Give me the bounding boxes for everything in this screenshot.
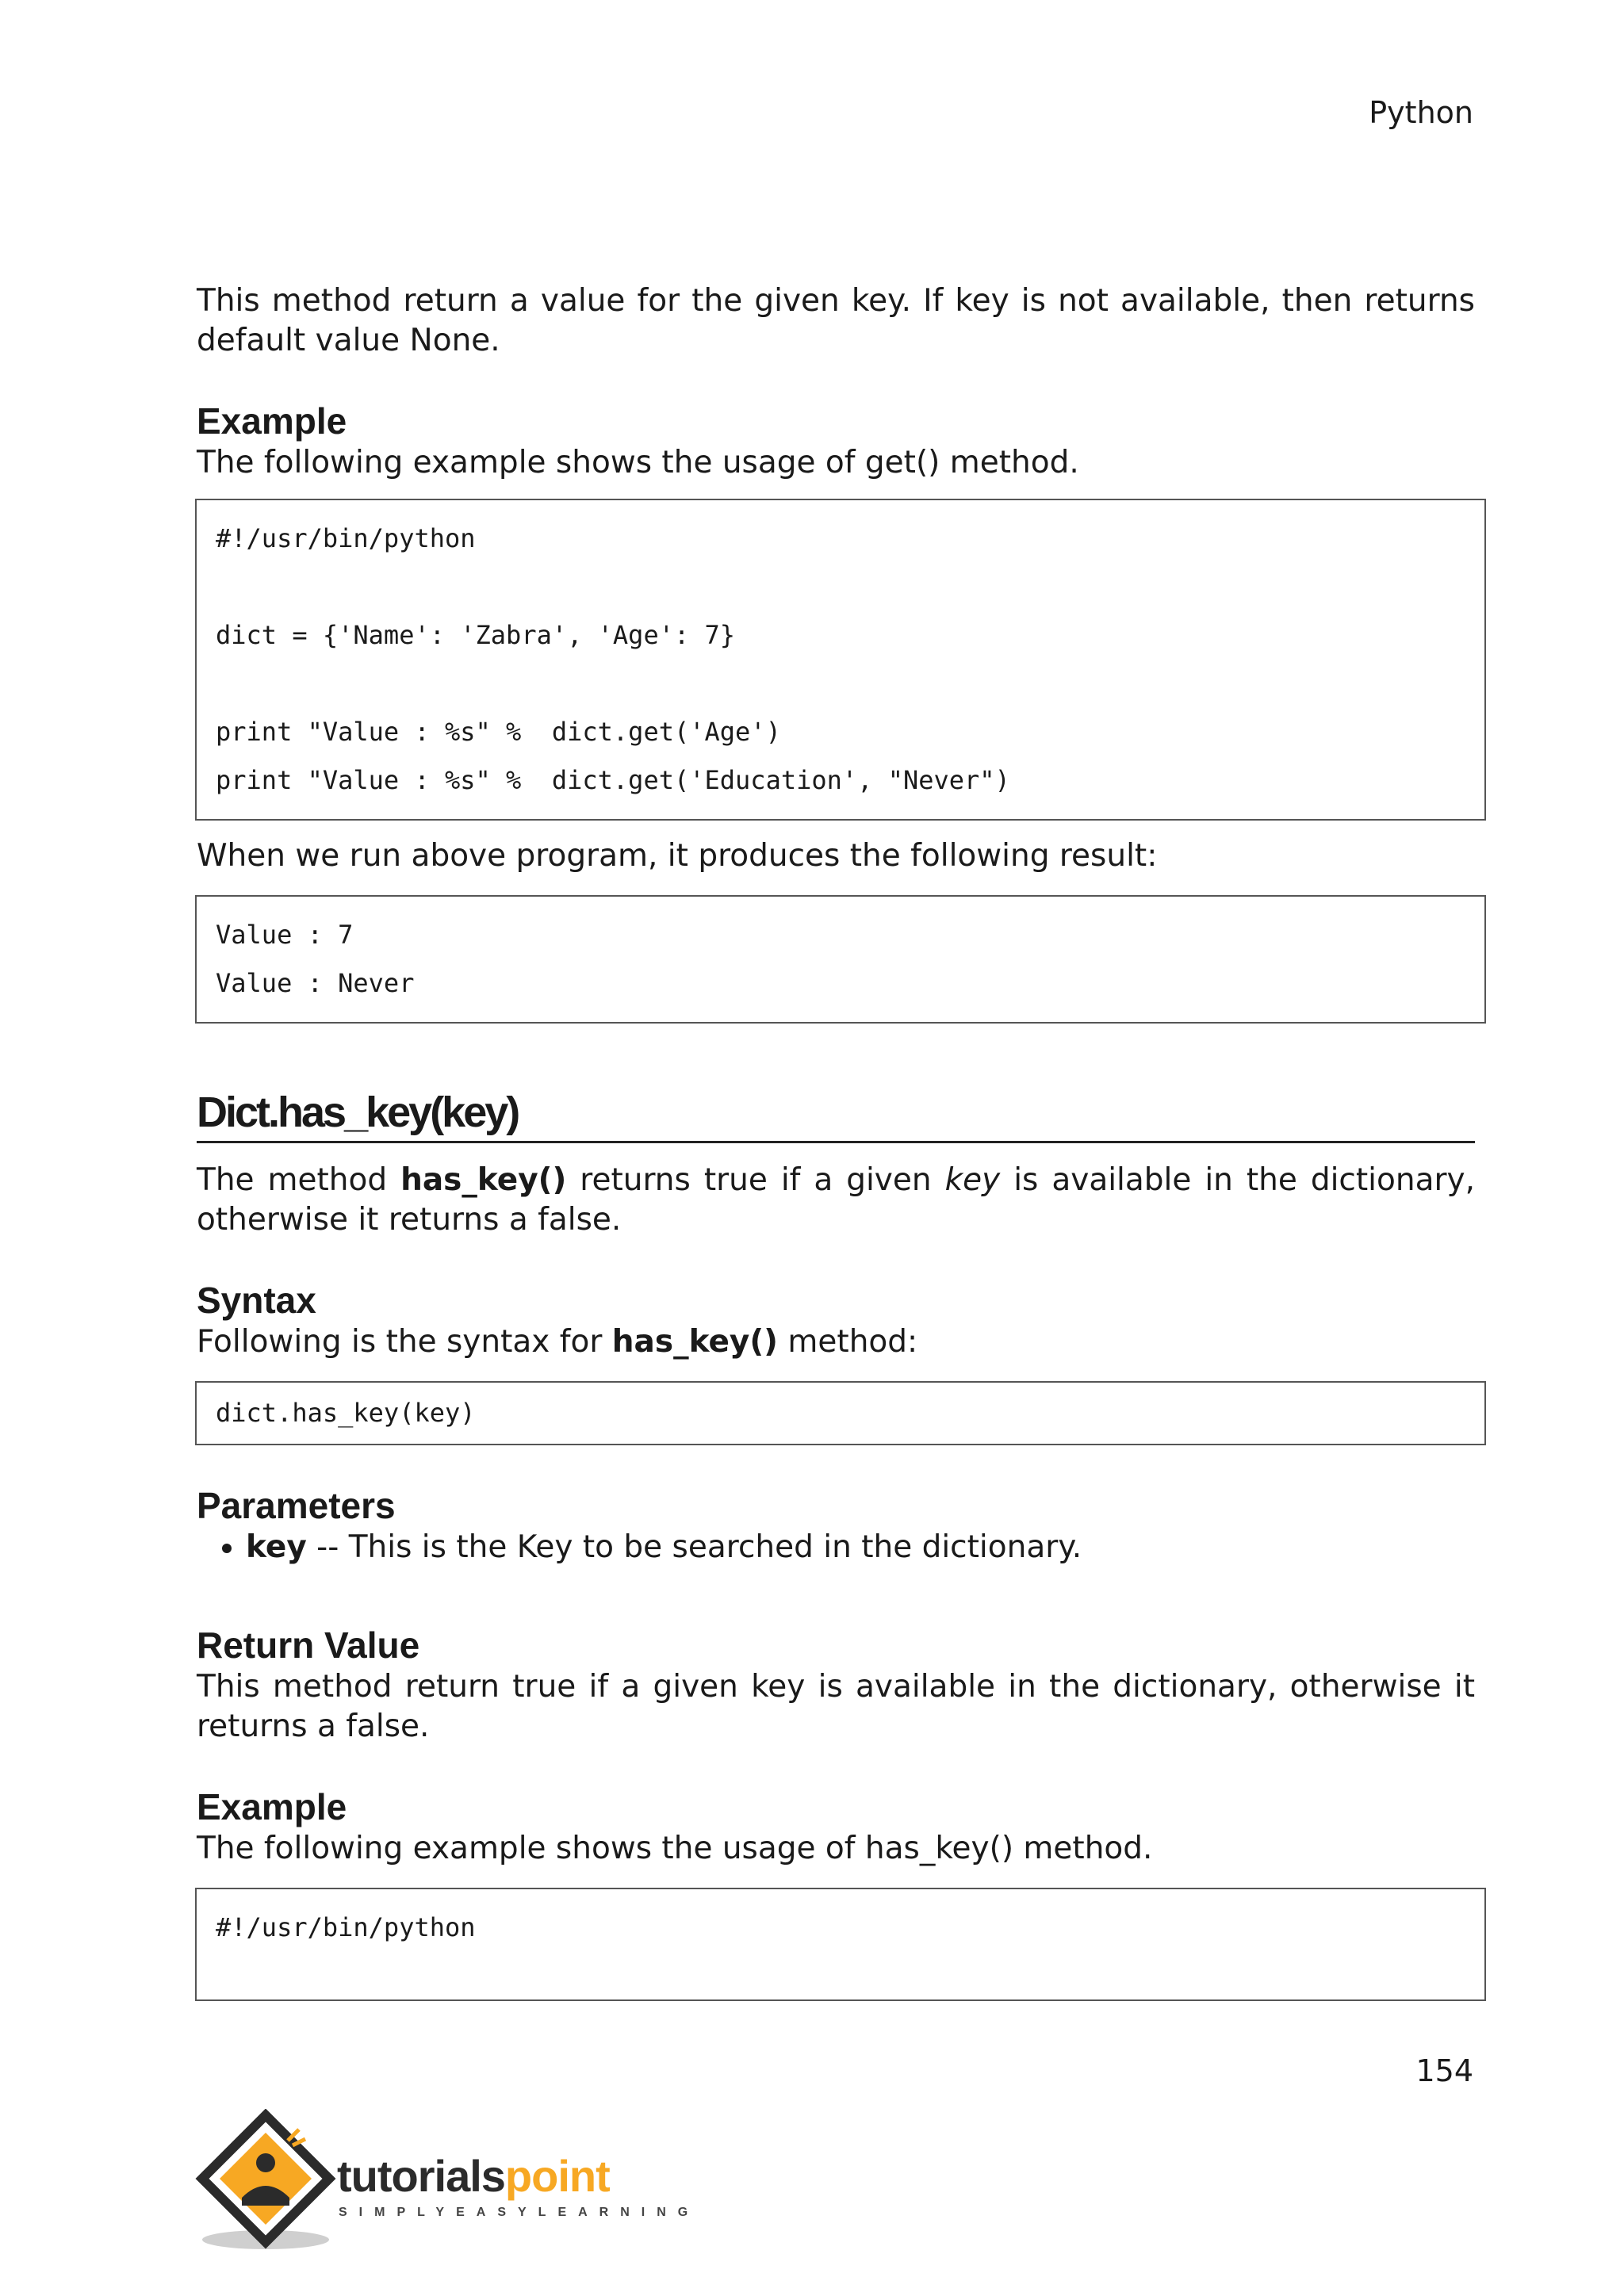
code-block xyxy=(195,1888,1486,2001)
syntax-description: Following is the syntax for has_key() method: xyxy=(197,1324,918,1360)
code-line: print "Value : %s" % dict.get('Age') xyxy=(216,717,781,747)
key-term: key xyxy=(944,1162,1001,1198)
syntax-heading: Syntax xyxy=(197,1280,316,1321)
output-line: Value : Never xyxy=(216,968,415,998)
tutorialspoint-logo xyxy=(194,2109,700,2252)
logo-wordmark: tutorialspoint xyxy=(337,2151,610,2201)
output-block xyxy=(195,895,1486,1024)
example-heading: Example xyxy=(197,400,347,442)
code-line: #!/usr/bin/python xyxy=(216,1912,476,1942)
section-description: The method has_key() returns true if a given key is available in the dictionary, otherwise it returns a false. xyxy=(197,1162,1475,1238)
method-name: has_key() xyxy=(611,1324,779,1360)
output-line: Value : 7 xyxy=(216,920,354,950)
method-name: has_key() xyxy=(400,1162,567,1198)
logo-diamond-icon xyxy=(194,2109,337,2252)
result-intro: When we run above program, it produces the following result: xyxy=(197,838,1158,874)
code-line xyxy=(216,660,1475,708)
intro-paragraph: This method return a value for the given key. If key is not available, then returns default value None. xyxy=(197,283,1475,358)
return-value-description: This method return true if a given key is available in the dictionary, otherwise it returns a false. xyxy=(197,1669,1475,1744)
code-line xyxy=(216,563,1475,611)
page-content xyxy=(197,281,1475,2001)
parameter-name: key xyxy=(246,1529,307,1565)
code-line: print "Value : %s" % dict.get('Education', "Never") xyxy=(216,765,1010,795)
code-line: dict = {'Name': 'Zabra', 'Age': 7} xyxy=(216,620,736,650)
example-heading: Example xyxy=(197,1786,347,1827)
return-value-heading: Return Value xyxy=(197,1624,420,1666)
syntax-code-block xyxy=(195,1381,1486,1445)
example-description: The following example shows the usage of has_key() method. xyxy=(197,1831,1153,1866)
section-title: Dict.has_key(key) xyxy=(197,1087,1475,1143)
code-line: dict.has_key(key) xyxy=(216,1398,476,1428)
page-number: 154 xyxy=(1415,2053,1473,2088)
example-description: The following example shows the usage of get() method. xyxy=(197,445,1079,480)
running-header: Python xyxy=(1369,95,1473,130)
logo-tagline: SIMPLYEASYLEARNING xyxy=(339,2206,700,2219)
code-block xyxy=(195,499,1486,821)
list-item: • key -- This is the Key to be searched in the dictionary. xyxy=(246,1528,1475,1567)
code-line: #!/usr/bin/python xyxy=(216,523,476,553)
parameters-heading: Parameters xyxy=(197,1485,396,1526)
parameter-list xyxy=(197,1528,1475,1567)
